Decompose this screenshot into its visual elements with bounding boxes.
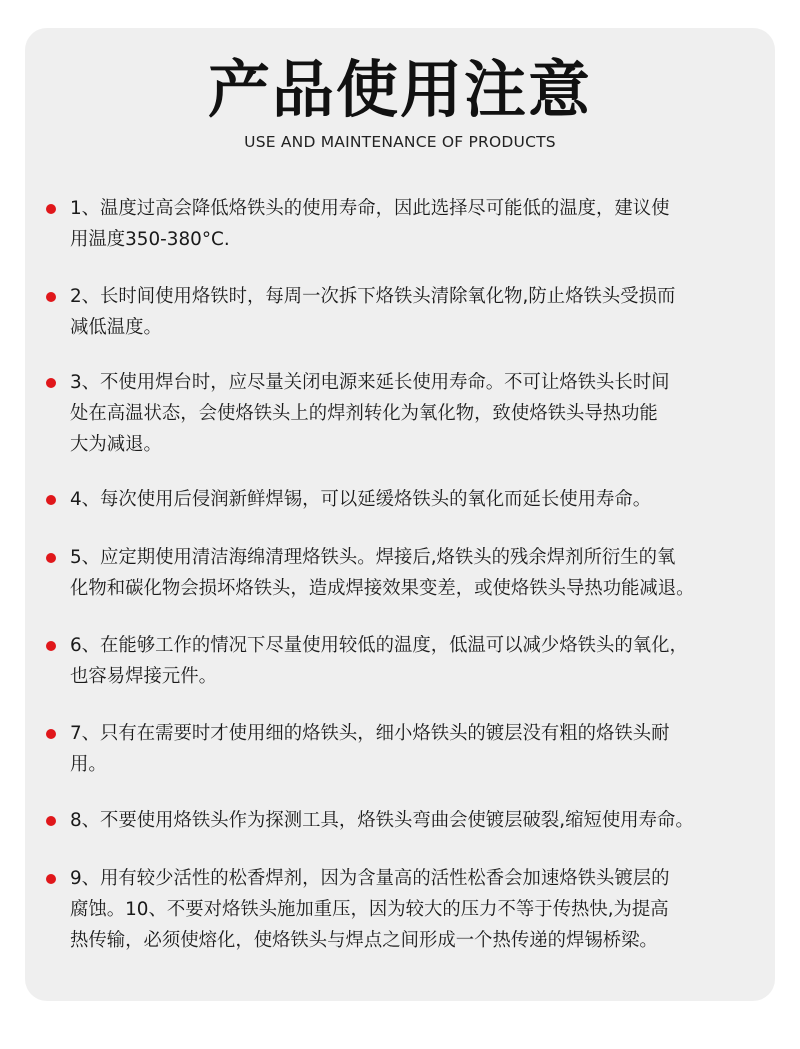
- note-text: [70, 542, 775, 604]
- note-text: [70, 718, 775, 780]
- note-text: [70, 193, 775, 255]
- list-item: [70, 863, 775, 956]
- note-line: 9、用有较少活性的松香焊剂，因为含量高的活性松香会加速烙铁头镀层的: [70, 868, 670, 889]
- note-line: 6、在能够工作的情况下尽量使用较低的温度，低温可以减少烙铁头的氧化，: [70, 635, 688, 656]
- note-line: 4、每次使用后侵润新鲜焊锡，可以延缓烙铁头的氧化而延长使用寿命。: [70, 489, 652, 510]
- bullet-dot-icon: [46, 874, 56, 884]
- note-line: 2、长时间使用烙铁时，每周一次拆下烙铁头清除氧化物,防止烙铁头受损而: [70, 286, 676, 307]
- bullet-dot-icon: [46, 292, 56, 302]
- note-line: 大为减退。: [70, 434, 162, 455]
- list-item: [70, 367, 775, 460]
- bullet-dot-icon: [46, 816, 56, 826]
- bullet-dot-icon: [46, 378, 56, 388]
- note-text: [70, 367, 775, 460]
- bullet-dot-icon: [46, 495, 56, 505]
- note-line: 3、不使用焊台时，应尽量关闭电源来延长使用寿命。不可让烙铁头长时间: [70, 372, 670, 393]
- list-item: [70, 805, 775, 836]
- list-item: [70, 193, 775, 255]
- list-item: [70, 484, 775, 515]
- page-subtitle: USE AND MAINTENANCE OF PRODUCTS: [244, 133, 556, 151]
- note-line: 腐蚀。10、不要对烙铁头施加重压，因为较大的压力不等于传热快,为提高: [70, 899, 669, 920]
- note-line: 1、温度过高会降低烙铁头的使用寿命，因此选择尽可能低的温度，建议使: [70, 198, 670, 219]
- bullet-dot-icon: [46, 729, 56, 739]
- note-line: 热传输，必须使熔化，使烙铁头与焊点之间形成一个热传递的焊锡桥梁。: [70, 930, 658, 951]
- note-text: [70, 484, 775, 515]
- list-item: [70, 542, 775, 604]
- bullet-dot-icon: [46, 204, 56, 214]
- bullet-dot-icon: [46, 641, 56, 651]
- note-line: 5、应定期使用清洁海绵清理烙铁头。焊接后,烙铁头的残余焊剂所衍生的氧: [70, 547, 676, 568]
- note-line: 用温度350-380°C.: [70, 229, 230, 250]
- note-text: [70, 281, 775, 343]
- note-line: 7、只有在需要时才使用细的烙铁头，细小烙铁头的镀层没有粗的烙铁头耐: [70, 723, 670, 744]
- bullet-dot-icon: [46, 553, 56, 563]
- note-line: 化物和碳化物会损坏烙铁头，造成焊接效果变差，或使烙铁头导热功能减退。: [70, 578, 695, 599]
- page-title: 产品使用注意: [207, 53, 592, 126]
- note-text: [70, 805, 775, 836]
- note-line: 也容易焊接元件。: [70, 666, 217, 687]
- note-line: 减低温度。: [70, 317, 162, 338]
- list-item: [70, 630, 775, 692]
- note-line: 用。: [70, 754, 107, 775]
- note-text: [70, 630, 775, 692]
- list-item: [70, 281, 775, 343]
- list-item: [70, 718, 775, 780]
- note-line: 8、不要使用烙铁头作为探测工具，烙铁头弯曲会使镀层破裂,缩短使用寿命。: [70, 810, 694, 831]
- note-text: [70, 863, 775, 956]
- note-line: 处在高温状态，会使烙铁头上的焊剂转化为氧化物，致使烙铁头导热功能: [70, 403, 658, 424]
